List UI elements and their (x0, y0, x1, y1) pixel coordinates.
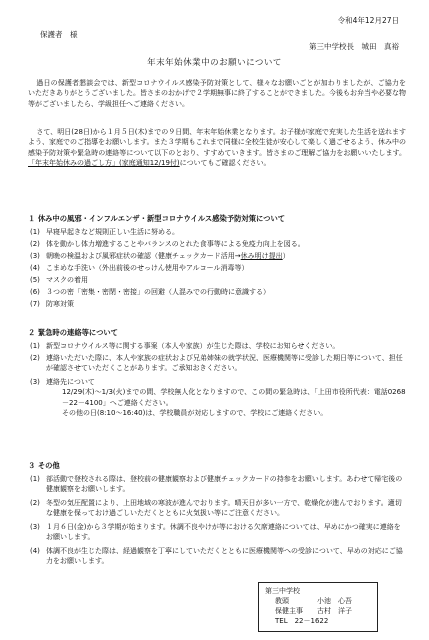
list-item (30, 546, 406, 567)
weekday-contact-info: その他の日(8:10～16:40)は、学校職員が対応しますので、学校にご連絡ください。 (62, 409, 328, 418)
list-item (30, 341, 406, 351)
item-number: (4) (30, 547, 40, 555)
contact-box (258, 582, 378, 632)
item-text: １月６日(金)から３学期が始まります。休調不良やけが等における欠席連絡については、早めにかつ確実に連絡をお願いします。 (46, 523, 401, 542)
item-text (30, 377, 406, 419)
list-item (30, 239, 406, 249)
item-text: 体を動かし体力増進することやバランスのとれた食事等による免疫力向上を図る。 (46, 240, 305, 248)
intro-paragraph-1: 過日の保護者懇談会では、新型コロナウイルス感染予防対策として、様々なお願いごとが加わりましたが、ご協力をいただきありがとうございました。皆さまのおかげで２学期無事に終了することができました。今後もお弁当や必要な物等がございましたら、学級担任へご連絡ください。 (28, 79, 406, 108)
item-text: 早寝早起きなど規則正しい生活に努める。 (46, 228, 179, 236)
contact-health-officer: 保健主事 古村 洋子 (275, 607, 352, 615)
item-number: (3) (30, 378, 40, 386)
item-text (30, 251, 406, 261)
item-text: 新型コロナウイルス等に関する事案（本人や家族）が生じた際は、学校にお知らせください。 (46, 342, 340, 350)
item-text: 部活動で登校される際は、登校前の健康観察および健康チェックカードの持参をお願いします。あわせて帰宅後の健康観察をお願いします。 (46, 475, 403, 494)
item-text: 連絡いただいた際に、本人や家族の症状および兄弟姉妹の就学状況、医療機関等に受診した期日等について、担任が確認させていただくことがあります。ご承知おきください。 (46, 354, 403, 373)
list-item (30, 287, 406, 297)
section-2-heading: ２ 緊急時の連絡等について (28, 328, 118, 337)
notice-reference: 「年末年始休みの過ごし方」(家庭通知12/19付) (28, 159, 180, 168)
holiday-contact-info: 12/29(木)～1/3(火)までの間、学校無人化となりますので、この間の緊急時は、「上田市役所代表：電話0268－22－4100」へご連絡ください。 (62, 388, 406, 407)
section-1-heading: １ 休み中の風邪・インフルエンザ・新型コロナウイルス感染予防対策について (28, 214, 286, 223)
intro-paragraph-2 (28, 127, 406, 169)
item-number: (7) (30, 300, 40, 308)
item-number: (6) (30, 288, 40, 296)
document-date: 令和4年12月27日 (337, 16, 399, 25)
list-item (30, 251, 406, 261)
list-item (30, 299, 406, 309)
section-3-heading: ３ その他 (28, 461, 60, 470)
list-item (30, 498, 406, 519)
list-item (30, 263, 406, 273)
item-text: ３つの密「密集・密閉・密接」の回避（人混みでの行動時に意識する） (46, 288, 270, 296)
item-text: こまめな手洗い（外出前後のせっけん使用やアルコール消毒等） (46, 264, 249, 272)
intro-paragraph-2-text: さて、明日(28日)から１月５日(木)までの９日間、年末年始休業となります。お子様が家庭で充実した生活を送れますよう、家庭でのご指導をお願いします。また３学期もこれまで同様に全校生徒が安心して楽しく過ごせるよう、休み中の感染予防対策や緊急時の連絡等について以下のとおり、すすめていきます。皆さまのご理解ご協力をお願いいたします。 (28, 128, 406, 157)
item-text-underlined: 休み明け提出 (240, 252, 283, 260)
list-item (30, 474, 406, 495)
document-title: 年末年始休業中のお願いについて (147, 58, 282, 68)
item-text: マスクの着用 (46, 276, 88, 284)
sender: 第三中学校長 城田 真裕 (309, 42, 399, 51)
item-number: (5) (30, 276, 40, 284)
item-number: (1) (30, 342, 40, 350)
item-text: 防寒対策 (46, 300, 74, 308)
item-number: (1) (30, 475, 40, 483)
item-number: (2) (30, 240, 40, 248)
item-number: (1) (30, 228, 40, 236)
list-item (30, 227, 406, 237)
item-number: (3) (30, 523, 40, 531)
item-text-part: 朝晩の検温および風邪症状の確認（健康チェックカード活用→ (46, 252, 241, 260)
item-text-part: ） (282, 252, 290, 260)
item-text: 体調不良が生じた際は、経過観察を丁寧にしていただくとともに医療機関等への受診について、早めの対応にご協力をお願いします。 (46, 547, 403, 566)
list-item (30, 377, 406, 419)
list-item (30, 353, 406, 374)
item-number: (3) (30, 252, 40, 260)
item-number: (2) (30, 354, 40, 362)
item-text: 冬型の気圧配置により、上田地域の寒波が進んでおります。晴天日が多い一方で、乾燥化が進んでおります。適切な健康を保っておけ過ごしいただくとともに火気扱い等にご注意ください。 (46, 499, 402, 518)
contact-school: 第三中学校 (265, 587, 300, 595)
contact-phone: TEL 22－1622 (275, 617, 329, 625)
item-number: (2) (30, 499, 40, 507)
contact-heading: 連絡先について (46, 378, 95, 386)
list-item (30, 522, 406, 543)
intro-paragraph-2-tail: についてもご確認ください。 (179, 159, 271, 168)
list-item (30, 275, 406, 285)
item-number: (4) (30, 264, 40, 272)
recipient: 保護者 様 (40, 30, 78, 39)
contact-vice-principal: 教頭 小池 心吾 (275, 597, 352, 605)
